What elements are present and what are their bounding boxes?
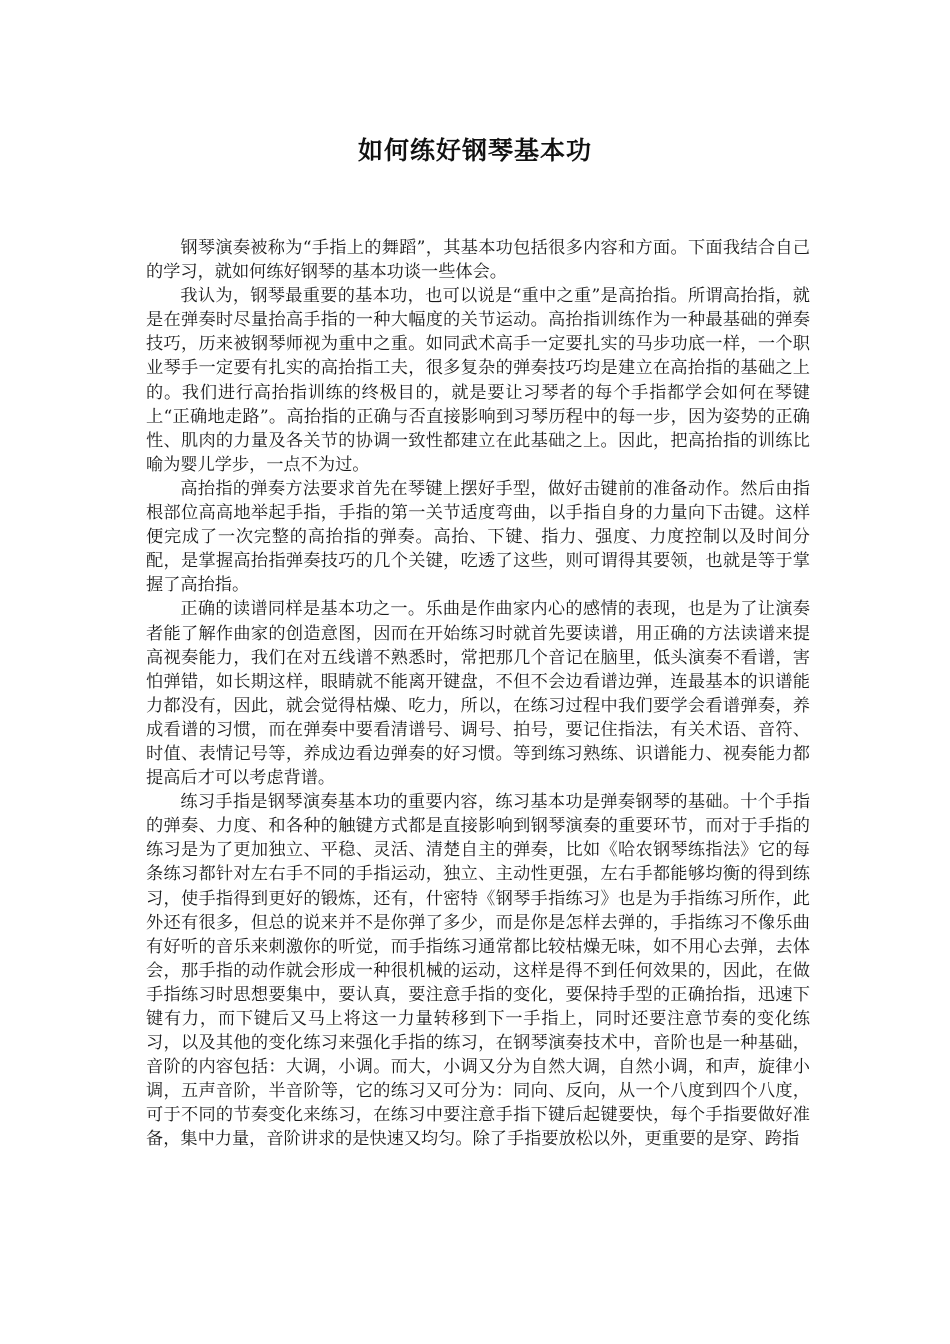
paragraph: 我认为，钢琴最重要的基本功，也可以说是“重中之重”是高抬指。所谓高抬指，就是在弹奏时尽量抬高手指的一种大幅度的关节运动。高抬指训练作为一种最基础的弹奏技巧，历来被钢琴师视为重中之重。如同武术高手一定要扎实的马步功底一样，一个职业琴手一定要有扎实的高抬指工夫，很多复杂的弹奏技巧均是建立在高抬指的基础之上的。我们进行高抬指训练的终极目的，就是要让习琴者的每个手指都学会如何在琴键上“正确地走路”。高抬指的正确与否直接影响到习琴历程中的每一步，因为姿势的正确性、肌肉的力量及各关节的协调一致性都建立在此基础之上。因此，把高抬指的训练比喻为婴儿学步，一点不为过。	[146, 286, 810, 475]
document-title: 如何练好钢琴基本功	[357, 136, 592, 165]
paragraph: 钢琴演奏被称为“手指上的舞蹈”，其基本功包括很多内容和方面。下面我结合自己的学习，就如何练好钢琴的基本功谈一些体会。	[146, 238, 810, 283]
document-body	[146, 236, 810, 1152]
paragraph: 高抬指的弹奏方法要求首先在琴键上摆好手型，做好击键前的准备动作。然后由指根部位高高地举起手指，手指的第一关节适度弯曲，以手指自身的力量向下击键。这样便完成了一次完整的高抬指的弹奏。高抬、下键、指力、强度、力度控制以及时间分配，是掌握高抬指弹奏技巧的几个关键，吃透了这些，则可谓得其要领，也就是等于掌握了高抬指。	[146, 478, 810, 596]
paragraph: 正确的读谱同样是基本功之一。乐曲是作曲家内心的感情的表现，也是为了让演奏者能了解作曲家的创造意图，因而在开始练习时就首先要读谱，用正确的方法读谱来提高视奏能力，我们在对五线谱不熟悉时，常把那几个音记在脑里，低头演奏不看谱，害怕弹错，如长期这样，眼睛就不能离开键盘，不但不会边看谱边弹，连最基本的识谱能力都没有，因此，就会觉得枯燥、吃力，所以，在练习过程中我们要学会看谱弹奏，养成看谱的习惯，而在弹奏中要看清谱号、调号、拍号，要记住指法，有关术语、音符、时值、表情记号等，养成边看边弹奏的好习惯。等到练习熟练、识谱能力、视奏能力都提高后才可以考虑背谱。	[146, 599, 810, 789]
paragraph: 练习手指是钢琴演奏基本功的重要内容，练习基本功是弹奏钢琴的基础。十个手指的弹奏、力度、和各种的触键方式都是直接影响到钢琴演奏的重要环节，而对于手指的练习是为了更加独立、平稳、灵活、清楚自主的弹奏，比如《哈农钢琴练指法》它的每条练习都针对左右手不同的手指运动，独立、主动性更强，左右手都能够均衡的得到练习，使手指得到更好的锻炼，还有，什密特《钢琴手指练习》也是为手指练习所作，此外还有很多，但总的说来并不是你弹了多少，而是你是怎样去弹的，手指练习不像乐曲有好听的音乐来刺激你的听觉，而手指练习通常都比较枯燥无味，如不用心去弹，去体会，那手指的动作就会形成一种很机械的运动，这样是得不到任何效果的，因此，在做手指练习时思想要集中，要认真，要注意手指的变化，要保持手型的正确抬指，迅速下键有力，而下键后又马上将这一力量转移到下一手指上，同时还要注意节奏的变化练习，以及其他的变化练习来强化手指的练习，在钢琴演奏技术中，音阶也是一种基础，音阶的内容包括：大调，小调。而大，小调又分为自然大调，自然小调，和声，旋律小调，五声音阶，半音阶等，它的练习又可分为：同向、反向，从一个八度到四个八度，可于不同的节奏变化来练习，在练习中要注意手指下键后起键要快，每个手指要做好准备，集中力量，音阶讲求的是快速又均匀。除了手指要放松以外，更重要的是穿、跨指	[146, 792, 810, 1150]
